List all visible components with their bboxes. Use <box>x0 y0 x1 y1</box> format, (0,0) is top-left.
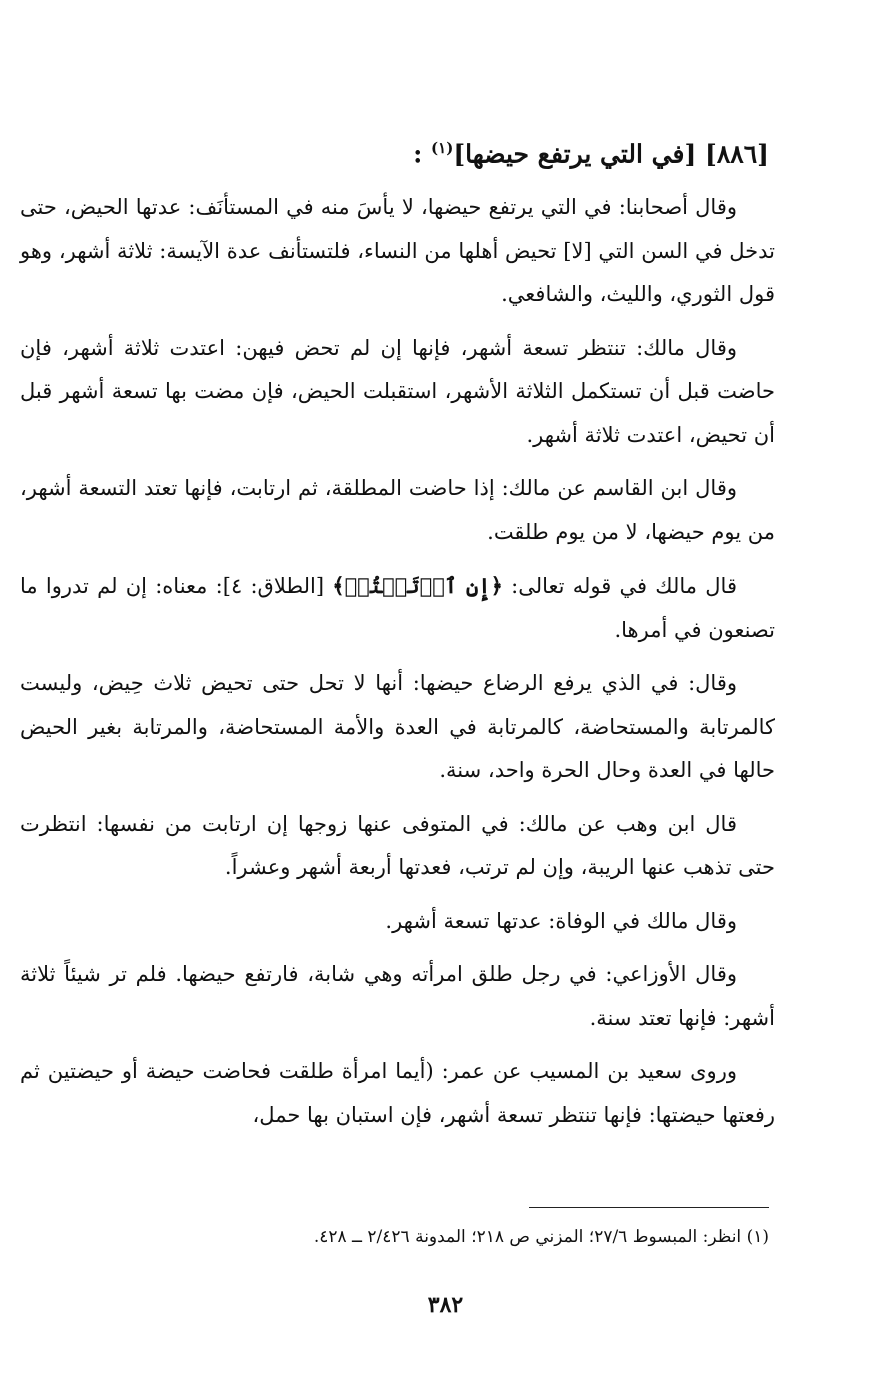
paragraph: وقال مالك في الوفاة: عدتها تسعة أشهر. <box>385 908 737 933</box>
paragraph: قال ابن وهب عن مالك: في المتوفى عنها زوجها إن ارتابت من نفسها: انتظرت حتى تذهب عنها الريبة، وإن لم ترتب، فعدتها أربعة أشهر وعشراً. <box>20 811 775 879</box>
heading-colon: : <box>413 139 423 169</box>
page-number: ٣٨٢ <box>427 1292 464 1318</box>
heading-footnote-ref[interactable]: (١) <box>431 139 454 157</box>
paragraph: وقال مالك: تنتظر تسعة أشهر، فإنها إن لم تحض فيهن: اعتدت ثلاثة أشهر، فإن حاضت قبل أن تستكمل الثلاثة الأشهر، استقبلت الحيض، فإن مضت بها تسعة أشهر قبل أن تحيض، اعتدت ثلاثة أشهر. <box>20 335 775 447</box>
section-number: [٨٨٦] <box>705 139 769 169</box>
section-title: [في التي يرتفع حيضها] <box>453 139 697 169</box>
paragraph-quran <box>20 564 775 652</box>
quran-verse: ﴿إِنِ ٱرۡتَبۡتُمۡ﴾ <box>332 573 503 598</box>
paragraph: وقال: في الذي يرفع الرضاع حيضها: أنها لا تحل حتى تحيض ثلاث حِيض، وليست كالمرتابة والمستحاضة، كالمرتابة في العدة والأمة المستحاضة، والمرتابة بغير الحيض حالها في العدة وحال الحرة واحد، سنة. <box>20 671 775 782</box>
paragraph: وقال أصحابنا: في التي يرتفع حيضها، لا يأسَ منه في المستأنَف: عدتها الحيض، حتى تدخل في السن التي [لا] تحيض أهلها من النساء، فلتستأنف عدة الآيسة: ثلاثة أشهر، وهو قول الثوري، والليث، والشافعي. <box>20 195 775 306</box>
main-text <box>20 186 775 1147</box>
footnote <box>314 1222 769 1252</box>
section-heading <box>413 128 769 174</box>
footnote-separator <box>529 1207 769 1208</box>
paragraph: وقال الأوزاعي: في رجل طلق امرأته وهي شابة، فارتفع حيضها. فلم تر شيئاً ثلاثة أشهر: فإنها تعتد سنة. <box>20 962 775 1030</box>
paragraph: وروى سعيد بن المسيب عن عمر: (أيما امرأة طلقت فحاضت حيضة أو حيضتين ثم رفعتها حيضتها: فإنها تنتظر تسعة أشهر، فإن استبان بها حمل، <box>20 1059 775 1127</box>
quran-intro: قال مالك في قوله تعالى: <box>502 574 737 598</box>
footnote-marker: (١) <box>746 1227 769 1247</box>
footnote-text: انظر: المبسوط ٢٧/٦؛ المزني ص ٢١٨؛ المدونة ٢/٤٢٦ ــ ٤٢٨. <box>313 1227 742 1247</box>
paragraph: وقال ابن القاسم عن مالك: إذا حاضت المطلقة، ثم ارتابت، فإنها تعتد التسعة أشهر، من يوم حيضها، لا من يوم طلقت. <box>20 476 775 544</box>
quran-explanation: [الطلاق: ٤]: معناه: إن لم تدروا ما تصنعون في أمرها. <box>20 574 775 642</box>
